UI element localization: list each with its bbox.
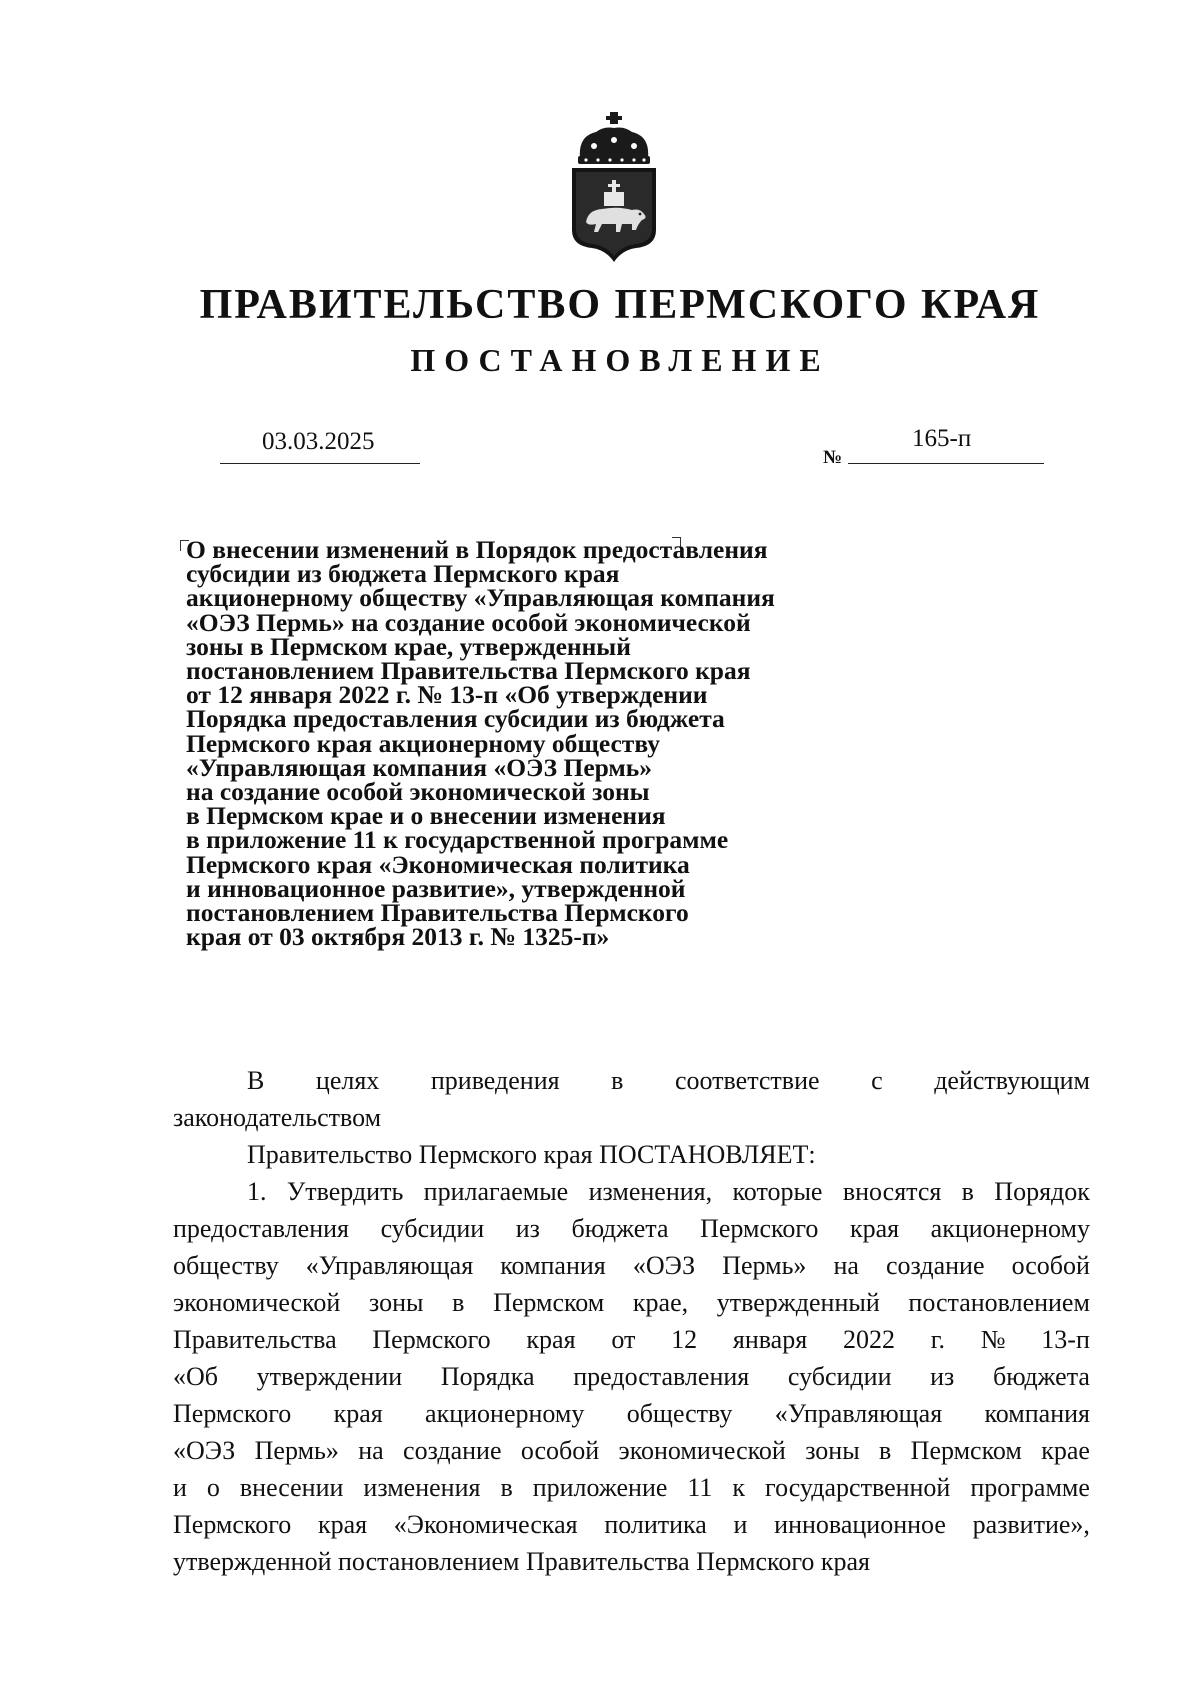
word: «Экономическая (393, 1510, 578, 1539)
number-underline (848, 463, 1044, 464)
word: на (833, 1251, 859, 1280)
word: края (317, 1510, 368, 1539)
word: в (452, 1288, 465, 1317)
item-line (173, 1543, 1090, 1580)
word: крае (1041, 1436, 1090, 1465)
word: Порядок (994, 1177, 1090, 1206)
preamble (173, 1062, 1090, 1173)
subject-line: Пермского края «Экономическая политика (186, 849, 690, 879)
item-line (173, 1284, 1090, 1321)
document-type: ПОСТАНОВЛЕНИЕ (410, 342, 830, 378)
subject-line: «Управляющая компания «ОЭЗ Пермь» (186, 752, 653, 782)
word: 13-п (1041, 1325, 1090, 1354)
subject-line: в Пермском крае и о внесении изменения (186, 801, 666, 831)
word: предоставления (573, 1362, 750, 1391)
word: и (173, 1473, 187, 1502)
preamble-word: в (611, 1066, 624, 1095)
word: «ОЭЗ (632, 1251, 696, 1280)
word: в (500, 1473, 513, 1502)
word: инновационное (774, 1510, 946, 1539)
word: компания (500, 1251, 606, 1280)
word: Пермском (910, 1436, 1022, 1465)
word: 12 (671, 1325, 698, 1354)
word: края (849, 1214, 900, 1243)
word: создание (403, 1436, 502, 1465)
word: субсидии (787, 1362, 892, 1391)
subject-line: от 12 января 2022 г. № 13-п «Об утверждении (186, 680, 708, 710)
word: из (930, 1362, 955, 1391)
word: «Управляющая (305, 1251, 474, 1280)
preamble-word: действующим (934, 1066, 1090, 1095)
word: от (611, 1325, 636, 1354)
word: бюджета (571, 1214, 669, 1243)
word: создание (886, 1251, 985, 1280)
date-underline (220, 463, 420, 464)
word: Пермского (372, 1325, 491, 1354)
word: постановлением (908, 1288, 1090, 1317)
word: Утвердить (286, 1177, 404, 1206)
word: субсидии (380, 1214, 485, 1243)
subject-line: в приложение 11 к государственной программе (186, 825, 729, 855)
word: акционерному (425, 1399, 585, 1428)
word: изменения (363, 1473, 481, 1502)
word: вносятся (842, 1177, 942, 1206)
item-1 (173, 1173, 1090, 1580)
item-line (173, 1210, 1090, 1247)
preamble-word: с (871, 1066, 883, 1095)
organization-title: ПРАВИТЕЛЬСТВО ПЕРМСКОГО КРАЯ (199, 282, 1041, 328)
word: Пермского (173, 1399, 292, 1428)
item-line (173, 1247, 1090, 1284)
word: из (515, 1214, 540, 1243)
word: края (333, 1399, 383, 1428)
word: № (980, 1325, 1006, 1354)
word: бюджета (992, 1362, 1090, 1391)
item-line (173, 1173, 1090, 1210)
word: внесении (239, 1473, 344, 1502)
word: особой (520, 1436, 600, 1465)
word: «Об (173, 1362, 219, 1391)
word: в (961, 1177, 974, 1206)
word: января (732, 1325, 808, 1354)
word: Пермь» (254, 1436, 339, 1465)
word: утверждении (256, 1362, 403, 1391)
preamble-word: целях (315, 1066, 380, 1095)
subject-line: и инновационное развитие», утвержденной (186, 873, 686, 903)
preamble-word: приведения (430, 1066, 560, 1095)
word: зоны (368, 1288, 424, 1317)
word: программе (970, 1473, 1090, 1502)
item-line (173, 1469, 1090, 1506)
subject-line: на создание особой экономической зоны (186, 777, 650, 807)
word: обществу (173, 1251, 279, 1280)
subject-line: постановлением Правительства Пермского (186, 898, 689, 928)
word: Правительства (173, 1325, 337, 1354)
word: г. (930, 1325, 945, 1354)
word: экономической (173, 1288, 341, 1317)
word: к (732, 1473, 746, 1502)
subject-line: Порядка предоставления субсидии из бюджета (186, 704, 725, 734)
word: прилагаемые (423, 1177, 569, 1206)
word: акционерному (930, 1214, 1090, 1243)
word: Пермском (493, 1288, 605, 1317)
subject-line: субсидии из бюджета Пермского края (186, 559, 620, 589)
subject-line: «ОЭЗ Пермь» на создание особой экономической (186, 607, 751, 637)
word: государственной (765, 1473, 951, 1502)
word: Пермского (700, 1214, 819, 1243)
subject-line: акционерному обществу «Управляющая компания (186, 583, 775, 613)
resolves-line: Правительство Пермского края ПОСТАНОВЛЯЕТ: (247, 1140, 816, 1169)
word: особой (1011, 1251, 1090, 1280)
subject-line: постановлением Правительства Пермского края (186, 656, 751, 686)
word: крае, (632, 1288, 689, 1317)
word: Порядка (440, 1362, 535, 1391)
word: на (358, 1436, 384, 1465)
word: 11 (687, 1473, 713, 1502)
document-number: 165-п (912, 425, 972, 452)
preamble-word: соответствие (674, 1066, 820, 1095)
word: приложение (532, 1473, 668, 1502)
word: края (526, 1325, 576, 1354)
preamble-line: законодательством (173, 1103, 382, 1132)
word: предоставления (173, 1214, 349, 1243)
word: экономической (618, 1436, 786, 1465)
word: «ОЭЗ (173, 1436, 236, 1465)
item-line (173, 1432, 1090, 1469)
number-sign: № (823, 447, 843, 468)
item-line (173, 1358, 1090, 1395)
preamble-line (173, 1062, 1090, 1099)
word: в (879, 1436, 892, 1465)
word: компания (984, 1399, 1090, 1428)
word: Пермского (173, 1510, 292, 1539)
word: утвержденный (716, 1288, 880, 1317)
word: зоны (805, 1436, 860, 1465)
subject-line: зоны в Пермском крае, утвержденный (186, 631, 631, 661)
word: развитие», (972, 1510, 1090, 1539)
word: обществу (626, 1399, 733, 1428)
coat-of-arms-icon (566, 112, 662, 264)
preamble-word: В (247, 1066, 265, 1095)
word: которые (732, 1177, 823, 1206)
word: 1. (247, 1177, 267, 1206)
word: политика (604, 1510, 707, 1539)
item-line-text: утвержденной постановлением Правительства Пермского края (173, 1547, 870, 1576)
subject-line: края от 03 октября 2013 г. № 1325-п» (186, 922, 610, 952)
word: о (206, 1473, 220, 1502)
word: и (733, 1510, 748, 1539)
word: 2022 (842, 1325, 895, 1354)
document-date: 03.03.2025 (262, 428, 375, 455)
word: «Управляющая (774, 1399, 943, 1428)
word: изменения, (588, 1177, 713, 1206)
subject-line: О внесении изменений в Порядок предоставления (186, 535, 768, 564)
document-subject (186, 535, 886, 952)
item-line (173, 1321, 1090, 1358)
subject-line: Пермского края акционерному обществу (186, 728, 660, 758)
item-line (173, 1395, 1090, 1432)
item-line (173, 1506, 1090, 1543)
word: Пермь» (722, 1251, 807, 1280)
